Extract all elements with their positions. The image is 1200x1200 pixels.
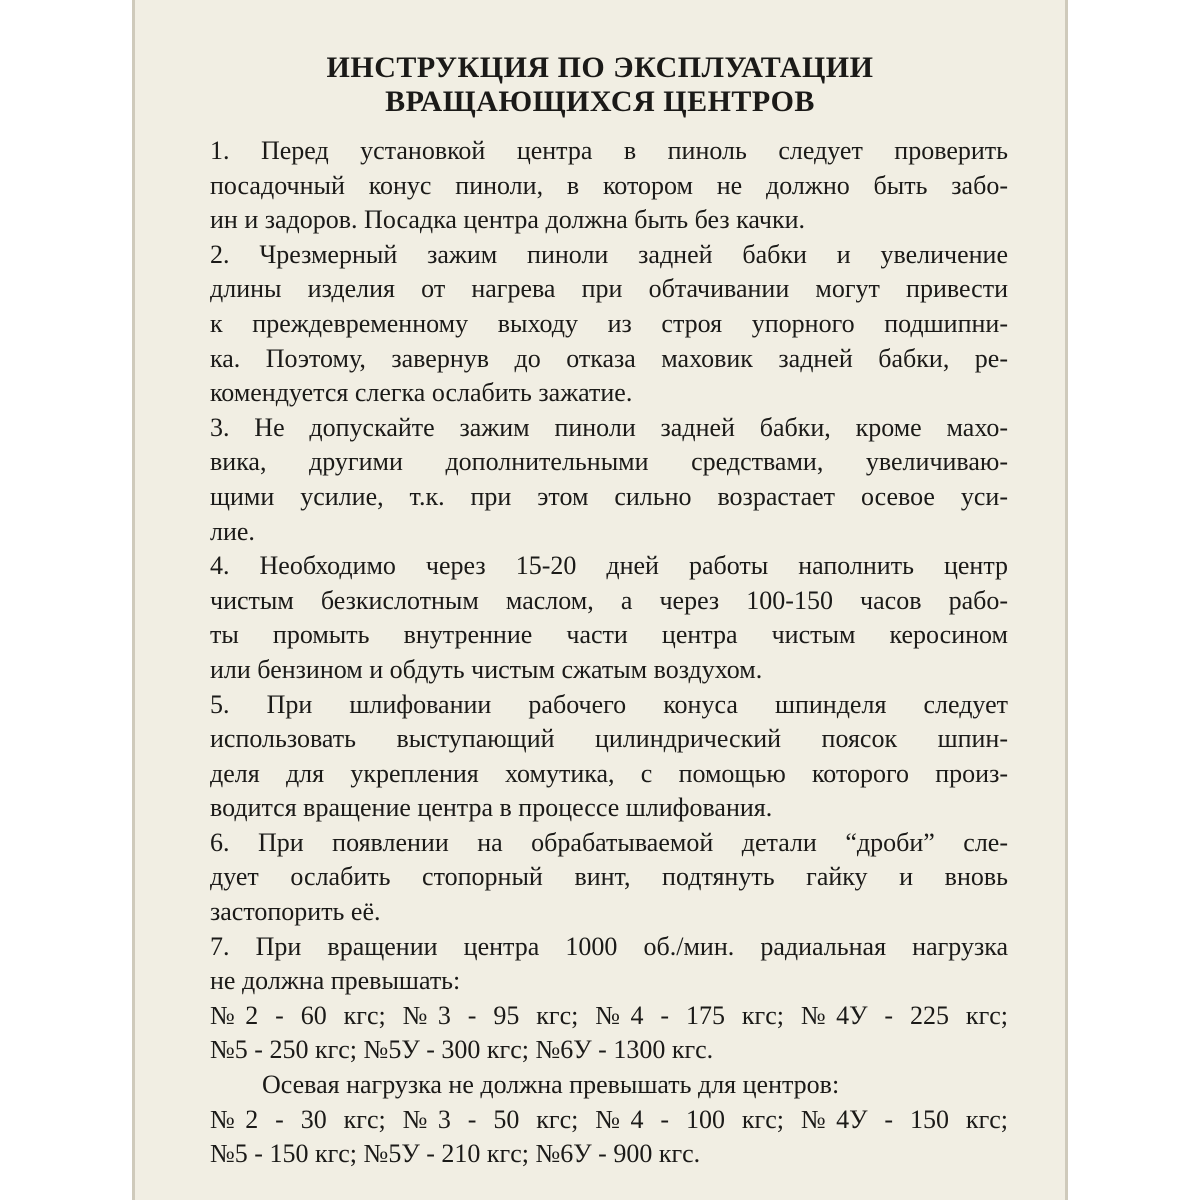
text-line: щими усилие, т.к. при этом сильно возрастает осевое уси- bbox=[210, 481, 1008, 511]
text-line: длины изделия от нагрева при обтачивании могут привести bbox=[210, 274, 1008, 304]
instruction-body bbox=[210, 134, 1008, 1172]
text-line: водится вращение центра в процессе шлифования. bbox=[210, 793, 773, 823]
text-line: Осевая нагрузка не должна превышать для центров: bbox=[262, 1070, 840, 1100]
text-line: застопорить её. bbox=[210, 897, 381, 927]
text-line: 5. При шлифовании рабочего конуса шпинделя следует bbox=[210, 689, 1008, 719]
text-line: комендуется слегка ослабить зажатие. bbox=[210, 378, 633, 408]
text-line: 3. Не допускайте зажим пиноли задней бабки, кроме махо- bbox=[210, 412, 1008, 442]
text-line: ин и задоров. Посадка центра должна быть без качки. bbox=[210, 205, 806, 235]
text-line: №5 - 250 кгс; №5У - 300 кгс; №6У - 1300 кгс. bbox=[210, 1035, 714, 1065]
sheet-left-edge bbox=[132, 0, 135, 1200]
text-line: №2 - 30 кгс; №3 - 50 кгс; №4 - 100 кгс; №4У - 150 кгс; bbox=[210, 1104, 1008, 1134]
text-line: дует ослабить стопорный винт, подтянуть гайку и вновь bbox=[210, 862, 1008, 892]
text-line: чистым безкислотным маслом, а через 100-150 часов рабо- bbox=[210, 585, 1008, 615]
instruction-sheet bbox=[132, 0, 1068, 1200]
text-line: 7. При вращении центра 1000 об./мин. радиальная нагрузка bbox=[210, 931, 1008, 961]
text-line: ты промыть внутренние части центра чистым керосином bbox=[210, 620, 1008, 650]
text-line: не должна превышать: bbox=[210, 966, 461, 996]
text-line: деля для укрепления хомутика, с помощью которого произ- bbox=[210, 758, 1008, 788]
text-line: ка. Поэтому, завернув до отказа маховик задней бабки, ре- bbox=[210, 343, 1008, 373]
text-line: №2 - 60 кгс; №3 - 95 кгс; №4 - 175 кгс; №4У - 225 кгс; bbox=[210, 1000, 1008, 1030]
text-line: вика, другими дополнительными средствами, увеличиваю- bbox=[210, 447, 1008, 477]
text-line: №5 - 150 кгс; №5У - 210 кгс; №6У - 900 кгс. bbox=[210, 1139, 701, 1169]
text-line: 4. Необходимо через 15-20 дней работы наполнить центр bbox=[210, 551, 1008, 581]
text-line: использовать выступающий цилиндрический поясок шпин- bbox=[210, 724, 1008, 754]
text-line: 1. Перед установкой центра в пиноль следует проверить bbox=[210, 136, 1008, 165]
text-line: лие. bbox=[210, 516, 255, 546]
sheet-right-edge bbox=[1065, 0, 1068, 1200]
text-line: посадочный конус пиноли, в котором не должно быть забо- bbox=[210, 170, 1008, 200]
document-title-line-1: ИНСТРУКЦИЯ ПО ЭКСПЛУАТАЦИИ bbox=[326, 51, 874, 84]
text-line: к преждевременному выходу из строя упорного подшипни- bbox=[210, 308, 1008, 338]
text-line: или бензином и обдуть чистым сжатым воздухом. bbox=[210, 654, 763, 684]
text-line: 2. Чрезмерный зажим пиноли задней бабки и увеличение bbox=[210, 239, 1008, 269]
document-title-line-2: ВРАЩАЮЩИХСЯ ЦЕНТРОВ bbox=[385, 85, 815, 118]
text-line: 6. При появлении на обрабатываемой детали “дроби” сле- bbox=[210, 827, 1008, 857]
